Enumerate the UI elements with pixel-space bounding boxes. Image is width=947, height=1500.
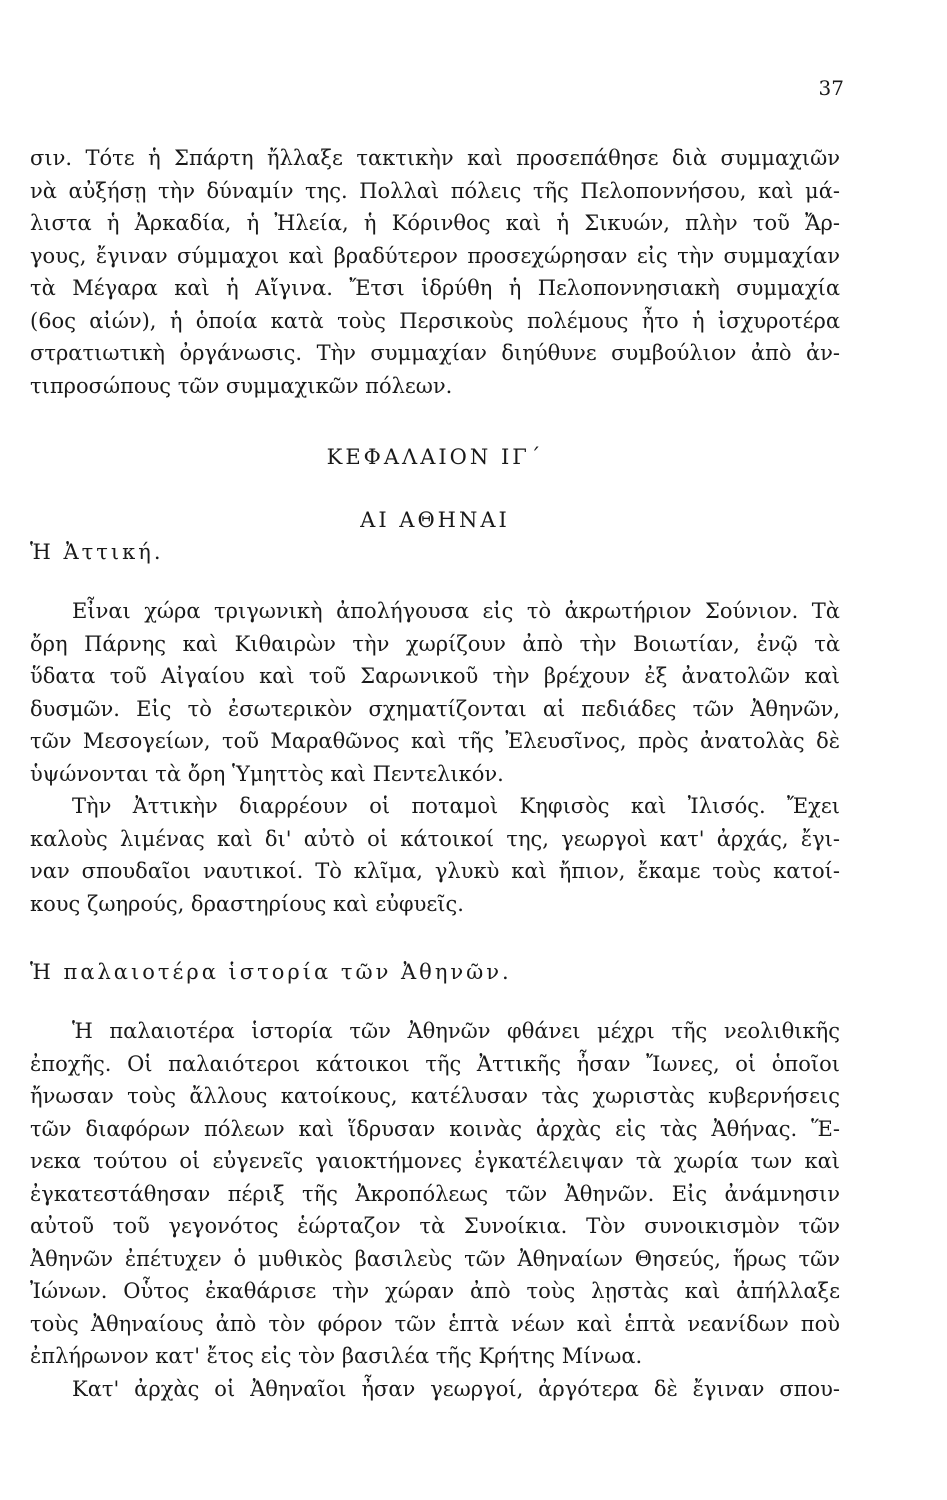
text-line: Τὴν Ἀττικὴν διαρρέουν οἱ ποταμοὶ Κηφισὸς καὶ Ἰλισός. Ἔχει — [72, 794, 840, 818]
text-line: νεκα τούτου οἱ εὐγενεῖς γαιοκτήμονες ἐγκατέλειψαν τὰ χωρία των καὶ — [30, 1149, 840, 1173]
text-line: Ἡ παλαιοτέρα ἱστορία τῶν Ἀθηνῶν φθάνει μέχρι τῆς νεολιθικῆς — [72, 1019, 840, 1043]
text-line: δυσμῶν. Εἰς τὸ ἐσωτερικὸν σχηματίζονται αἱ πεδιάδες τῶν Ἀθηνῶν, — [30, 696, 840, 721]
text-line: Κατ' ἀρχὰς οἱ Ἀθηναῖοι ἦσαν γεωργοί, ἀργότερα δὲ ἔγιναν σπου- — [72, 1376, 840, 1401]
text-line: Ἰώνων. Οὗτος ἐκαθάρισε τὴν χώραν ἀπὸ τοὺς λῃστὰς καὶ ἀπήλλαξε — [30, 1279, 840, 1303]
text-line: ἐγκατεστάθησαν πέριξ τῆς Ἀκροπόλεως τῶν Ἀθηνῶν. Εἰς ἀνάμνησιν — [30, 1181, 840, 1206]
text-line: σιν. Τότε ἡ Σπάρτη ἤλλαξε τακτικὴν καὶ προσεπάθησε διὰ συμμαχιῶν — [30, 146, 840, 170]
text-line: ἐποχῆς. Οἱ παλαιότεροι κάτοικοι τῆς Ἀττικῆς ἦσαν Ἴωνες, οἱ ὁποῖοι — [30, 1051, 840, 1076]
paragraph-spartan-alliance — [30, 142, 840, 402]
section-heading-history: Ἡ παλαιοτέρα ἱστορία τῶν Ἀθηνῶν. — [30, 960, 512, 984]
paragraph-attica — [30, 595, 840, 920]
text-line: ἐπλήρωνον κατ' ἔτος εἰς τὸν βασιλέα τῆς Κρήτης Μίνωα. — [30, 1344, 643, 1368]
text-line: ὑψώνονται τὰ ὄρη Ὑμηττὸς καὶ Πεντελικόν. — [30, 761, 504, 786]
chapter-title: ΑΙ ΑΘΗΝΑΙ — [360, 508, 510, 532]
text-line: ἤνωσαν τοὺς ἄλλους κατοίκους, κατέλυσαν τὰς χωριστὰς κυβερνήσεις — [30, 1084, 840, 1108]
text-line: στρατιωτικὴ ὀργάνωσις. Τὴν συμμαχίαν διηύθυνε συμβούλιον ἀπὸ ἀν- — [30, 341, 840, 365]
text-line: καλοὺς λιμένας καὶ δι' αὐτὸ οἱ κάτοικοί της, γεωργοὶ κατ' ἀρχάς, ἔγι- — [30, 826, 840, 851]
text-line: ὕδατα τοῦ Αἰγαίου καὶ τοῦ Σαρωνικοῦ τὴν βρέχουν ἐξ ἀνατολῶν καὶ — [30, 664, 840, 688]
text-line: λιστα ἡ Ἀρκαδία, ἡ Ἠλεία, ἡ Κόρινθος καὶ ἡ Σικυών, πλὴν τοῦ Ἄρ- — [30, 211, 840, 235]
text-line: τῶν Μεσογείων, τοῦ Μαραθῶνος καὶ τῆς Ἐλευσῖνος, πρὸς ἀνατολὰς δὲ — [30, 729, 840, 753]
text-line: Ἀθηνῶν ἐπέτυχεν ὁ μυθικὸς βασιλεὺς τῶν Ἀθηναίων Θησεύς, ἥρως τῶν — [30, 1246, 840, 1271]
section-heading-attica: Ἡ Ἀττική. — [30, 540, 164, 564]
paragraph-history — [30, 1015, 840, 1405]
text-line: κους ζωηρούς, δραστηρίους καὶ εὐφυεῖς. — [30, 891, 464, 916]
text-line: τοὺς Ἀθηναίους ἀπὸ τὸν φόρον τῶν ἑπτὰ νέων καὶ ἑπτὰ νεανίδων ποὺ — [30, 1311, 840, 1336]
text-line: αὐτοῦ τοῦ γεγονότος ἑώρταζον τὰ Συνοίκια. Τὸν συνοικισμὸν τῶν — [30, 1214, 840, 1238]
page-number: 37 — [818, 76, 844, 100]
text-line: Εἶναι χώρα τριγωνικὴ ἀπολήγουσα εἰς τὸ ἀκρωτήριον Σούνιον. Τὰ — [72, 599, 840, 623]
text-line: ναν σπουδαῖοι ναυτικοί. Τὸ κλῖμα, γλυκὺ καὶ ἤπιον, ἔκαμε τοὺς κατοί- — [30, 859, 840, 883]
text-line: νὰ αὐξήσῃ τὴν δύναμίν της. Πολλαὶ πόλεις τῆς Πελοποννήσου, καὶ μά- — [30, 178, 840, 203]
text-line: τιπροσώπους τῶν συμμαχικῶν πόλεων. — [30, 373, 453, 398]
text-line: τῶν διαφόρων πόλεων καὶ ἵδρυσαν κοινὰς ἀρχὰς εἰς τὰς Ἀθήνας. Ἕ- — [30, 1116, 840, 1141]
text-line: ὄρη Πάρνης καὶ Κιθαιρὼν τὴν χωρίζουν ἀπὸ τὴν Βοιωτίαν, ἐνῷ τὰ — [30, 631, 840, 656]
text-line: τὰ Μέγαρα καὶ ἡ Αἴγινα. Ἔτσι ἱδρύθη ἡ Πελοποννησιακὴ συμμαχία — [30, 276, 840, 300]
text-line: (6ος αἰών), ἡ ὁποία κατὰ τοὺς Περσικοὺς πολέμους ἦτο ἡ ἰσχυροτέρα — [30, 308, 840, 333]
text-line: γους, ἔγιναν σύμμαχοι καὶ βραδύτερον προσεχώρησαν εἰς τὴν συμμαχίαν — [30, 243, 840, 268]
chapter-number: ΚΕΦΑΛΑΙΟΝ ΙΓ΄ — [326, 445, 544, 469]
